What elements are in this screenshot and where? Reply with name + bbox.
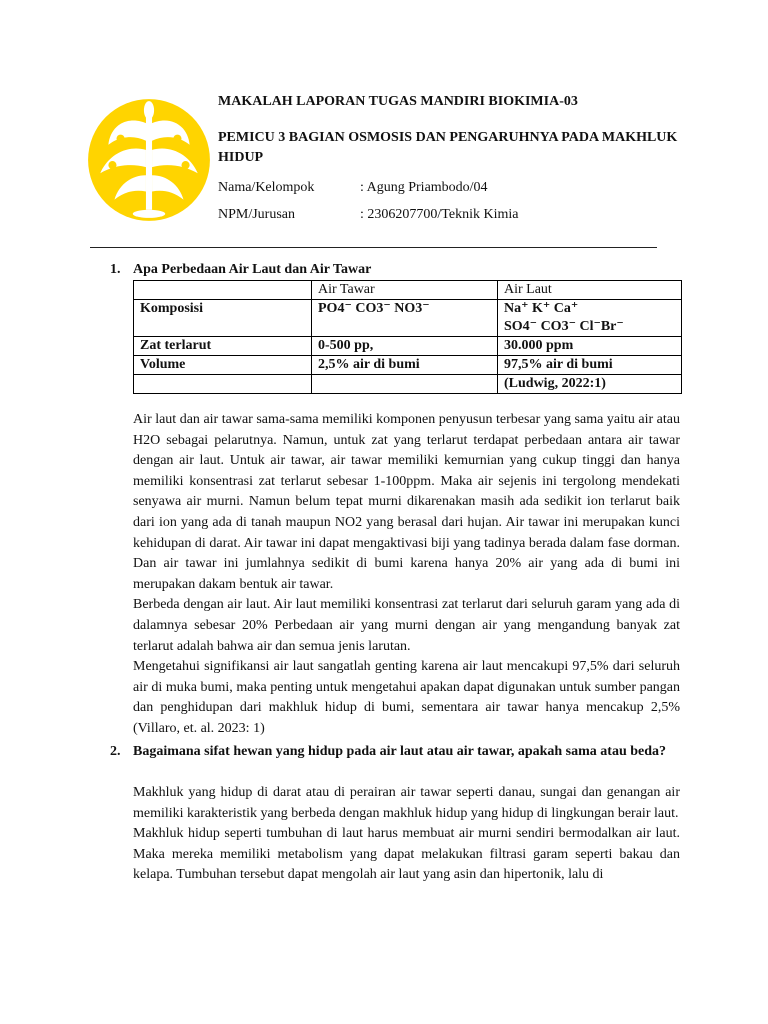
table-row-citation (134, 375, 682, 394)
paragraph: Air laut dan air tawar sama-sama memiliki komponen penyusun terbesar yang sama yaitu air atau H2O sebagai pelarutnya. Namun, untuk zat yang terlarut terdapat perbedaan antara air tawar dengan air laut. Untuk air tawar, air tawar memiliki kemurnian yang cukup tinggi dan hanya memiliki konsentrasi zat terlarut sebesar 1-100ppm. Maka air sejenis ini tergolong mendekati senyawa air murni. Namun belum tepat murni dikarenakan masih ada sedikit ion terlarut baik dari ion yang ada di tanah maupun NO2 yang berasal dari hujan. Air tawar ini merupakan kunci kehidupan di darat. Air tawar ini dapat mengaktivasi biji yang tadinya berada dalam fase dorman. Dan air tawar ini jumlahnya sedikit di bumi karena hanya 20% air yang ada di bumi ini merupakan dakam bentuk air tawar. (133, 412, 680, 592)
table-cell-komposisi-tawar: PO4⁻ CO3⁻ NO3⁻ (312, 300, 498, 337)
table-cell-komposisi-label: Komposisi (134, 300, 312, 337)
document-title: MAKALAH LAPORAN TUGAS MANDIRI BIOKIMIA-03 (218, 94, 578, 109)
paragraph: Berbeda dengan air laut. Air laut memiliki konsentrasi zat terlarut dari seluruh garam yang ada di dalamnya sebesar 20% Perbedaan air yang murni dengan air yang mengandung banyak zat terlarut adalah bahwa air dan semua jenis larutan. (133, 597, 680, 654)
table-header-air-laut: Air Laut (498, 281, 682, 300)
table-cell-zat-label: Zat terlarut (134, 337, 312, 356)
question-1-number: 1. (110, 262, 121, 277)
table-cell-volume-tawar: 2,5% air di bumi (312, 356, 498, 375)
question-1-answer (133, 410, 680, 740)
npm-row (218, 205, 698, 225)
question-1-text: Apa Perbedaan Air Laut dan Air Tawar (133, 262, 372, 277)
table-row-zat-terlarut (134, 337, 682, 356)
table-cell-komposisi-laut (498, 300, 682, 337)
comparison-table (133, 280, 682, 394)
header-divider (90, 247, 657, 248)
table-cell-citation: (Ludwig, 2022:1) (498, 375, 682, 394)
paragraph: Mengetahui signifikansi air laut sangatlah genting karena air laut mencakupi 97,5% dari seluruh air di muka bumi, maka penting untuk mengetahui apakan dapat digunakan untuk sumber pangan dan penghidupan dari makhluk hidup di bumi, sementara air tawar hanya mencakup 2,5% (Villaro, et. al. 2023: 1) (133, 659, 680, 736)
npm-label: NPM/Jurusan (218, 207, 296, 222)
question-2-number: 2. (110, 744, 121, 759)
table-cell-zat-laut: 30.000 ppm (498, 337, 682, 356)
table-row-komposisi (134, 300, 682, 337)
paragraph: Makhluk yang hidup di darat atau di perairan air tawar seperti danau, sungai dan genangan air memiliki karakteristik yang berbeda dengan makhluk hidup yang hidup di lingkungan berair laut. (133, 785, 680, 821)
table-header-air-tawar: Air Tawar (312, 281, 498, 300)
table-row-volume (134, 356, 682, 375)
table-cell-komposisi-laut-line2: SO4⁻ CO3⁻ Cl⁻Br⁻ (504, 319, 624, 334)
university-emblem-icon (88, 94, 210, 226)
table-cell-volume-label: Volume (134, 356, 312, 375)
table-header-empty (134, 281, 312, 300)
table-cell-volume-laut: 97,5% air di bumi (498, 356, 682, 375)
question-2-answer (133, 783, 680, 886)
document-header (218, 92, 698, 232)
table-header-row (134, 281, 682, 300)
table-cell-komposisi-laut-line1: Na⁺ K⁺ Ca⁺ (504, 301, 579, 316)
table-cell-zat-tawar: 0-500 pp, (312, 337, 498, 356)
npm-value: : 2306207700/Teknik Kimia (360, 207, 519, 222)
question-2-text: Bagaimana sifat hewan yang hidup pada air laut atau air tawar, apakah sama atau beda? (133, 744, 667, 759)
paragraph: Makhluk hidup seperti tumbuhan di laut harus membuat air murni sendiri bermodalkan air laut. Maka mereka memiliki metabolism yang dapat melakukan filtrasi garam seperti bakau dan kelapa. Tumbuhan tersebut dapat mengolah air laut yang asin dan hipertonik, lalu di (133, 826, 680, 883)
table-cell-citation-empty1 (134, 375, 312, 394)
table-cell-citation-empty2 (312, 375, 498, 394)
name-value: : Agung Priambodo/04 (360, 180, 488, 195)
document-subtitle: PEMICU 3 BAGIAN OSMOSIS DAN PENGARUHNYA PADA MAKHLUK HIDUP (218, 130, 678, 165)
name-row (218, 178, 698, 198)
name-label: Nama/Kelompok (218, 180, 315, 195)
